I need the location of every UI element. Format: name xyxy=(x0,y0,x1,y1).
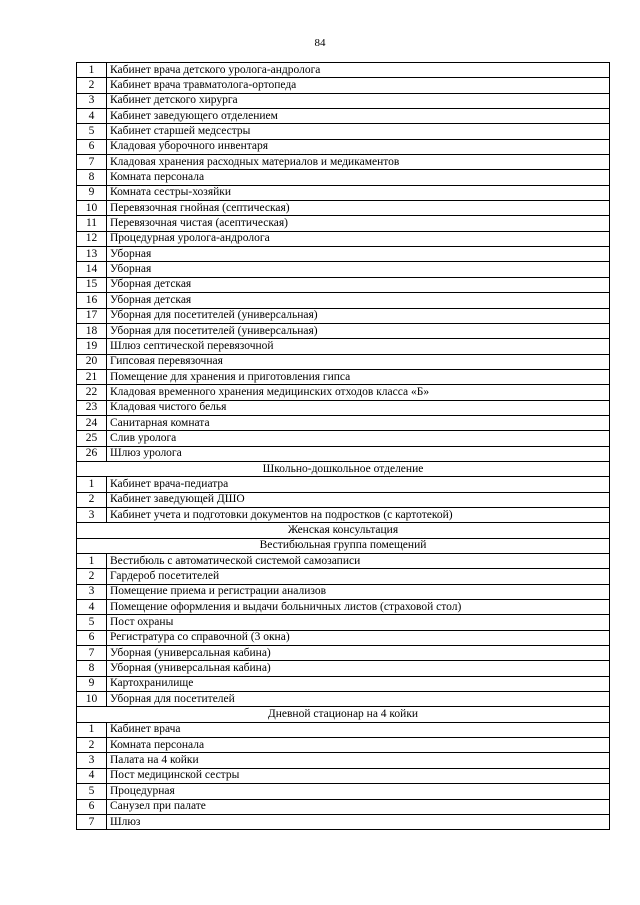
room-name: Шлюз xyxy=(107,814,610,829)
row-number: 20 xyxy=(77,354,107,369)
row-number: 24 xyxy=(77,415,107,430)
room-name: Кабинет учета и подготовки документов на подростков (с картотекой) xyxy=(107,507,610,522)
row-number: 21 xyxy=(77,369,107,384)
room-name: Комната персонала xyxy=(107,738,610,753)
room-name: Пост охраны xyxy=(107,615,610,630)
row-number: 6 xyxy=(77,139,107,154)
room-name: Регистратура со справочной (3 окна) xyxy=(107,630,610,645)
row-number: 5 xyxy=(77,784,107,799)
row-number: 1 xyxy=(77,477,107,492)
section-title: Вестибюльная группа помещений xyxy=(77,538,610,553)
section-row xyxy=(77,538,610,553)
room-name: Кабинет врача детского уролога-андролога xyxy=(107,63,610,78)
table-row xyxy=(77,768,610,783)
table-row xyxy=(77,477,610,492)
row-number: 4 xyxy=(77,600,107,615)
table-row xyxy=(77,78,610,93)
table-row xyxy=(77,646,610,661)
row-number: 17 xyxy=(77,308,107,323)
room-name: Кабинет врача травматолога-ортопеда xyxy=(107,78,610,93)
section-row xyxy=(77,461,610,476)
row-number: 15 xyxy=(77,277,107,292)
row-number: 5 xyxy=(77,124,107,139)
room-name: Процедурная уролога-андролога xyxy=(107,231,610,246)
room-name: Пост медицинской сестры xyxy=(107,768,610,783)
room-name: Комната персонала xyxy=(107,170,610,185)
table-row xyxy=(77,63,610,78)
table-row xyxy=(77,799,610,814)
row-number: 1 xyxy=(77,722,107,737)
room-name: Уборная детская xyxy=(107,293,610,308)
room-name: Слив уролога xyxy=(107,431,610,446)
table-row xyxy=(77,231,610,246)
room-name: Шлюз уролога xyxy=(107,446,610,461)
row-number: 10 xyxy=(77,692,107,707)
table-row xyxy=(77,400,610,415)
row-number: 5 xyxy=(77,615,107,630)
table-row xyxy=(77,446,610,461)
row-number: 22 xyxy=(77,385,107,400)
table-row xyxy=(77,185,610,200)
table-row xyxy=(77,339,610,354)
table-row xyxy=(77,93,610,108)
row-number: 6 xyxy=(77,799,107,814)
table-row xyxy=(77,354,610,369)
table-row xyxy=(77,722,610,737)
table-row xyxy=(77,277,610,292)
room-name: Кабинет детского хирурга xyxy=(107,93,610,108)
row-number: 26 xyxy=(77,446,107,461)
table-row xyxy=(77,109,610,124)
room-name: Перевязочная чистая (асептическая) xyxy=(107,216,610,231)
room-name: Кабинет врача-педиатра xyxy=(107,477,610,492)
row-number: 2 xyxy=(77,569,107,584)
room-name: Уборная (универсальная кабина) xyxy=(107,661,610,676)
room-name: Процедурная xyxy=(107,784,610,799)
row-number: 3 xyxy=(77,507,107,522)
row-number: 16 xyxy=(77,293,107,308)
table-row xyxy=(77,814,610,829)
table-row xyxy=(77,385,610,400)
row-number: 18 xyxy=(77,323,107,338)
rooms-table-body xyxy=(77,63,610,830)
table-row xyxy=(77,201,610,216)
row-number: 25 xyxy=(77,431,107,446)
room-name: Гардероб посетителей xyxy=(107,569,610,584)
room-name: Кабинет заведующей ДШО xyxy=(107,492,610,507)
room-name: Уборная xyxy=(107,247,610,262)
room-name: Вестибюль с автоматической системой самозаписи xyxy=(107,554,610,569)
table-row xyxy=(77,170,610,185)
table-row xyxy=(77,293,610,308)
row-number: 7 xyxy=(77,155,107,170)
row-number: 2 xyxy=(77,738,107,753)
table-row xyxy=(77,661,610,676)
row-number: 3 xyxy=(77,584,107,599)
row-number: 1 xyxy=(77,63,107,78)
table-row xyxy=(77,369,610,384)
room-name: Кабинет врача xyxy=(107,722,610,737)
room-name: Уборная детская xyxy=(107,277,610,292)
room-name: Кабинет заведующего отделением xyxy=(107,109,610,124)
room-name: Картохранилище xyxy=(107,676,610,691)
room-name: Санузел при палате xyxy=(107,799,610,814)
row-number: 4 xyxy=(77,768,107,783)
row-number: 4 xyxy=(77,109,107,124)
table-row xyxy=(77,692,610,707)
room-name: Уборная для посетителей (универсальная) xyxy=(107,308,610,323)
section-title: Школьно-дошкольное отделение xyxy=(77,461,610,476)
table-row xyxy=(77,124,610,139)
room-name: Помещение для хранения и приготовления гипса xyxy=(107,369,610,384)
table-row xyxy=(77,139,610,154)
table-row xyxy=(77,308,610,323)
room-name: Помещение приема и регистрации анализов xyxy=(107,584,610,599)
room-name: Перевязочная гнойная (септическая) xyxy=(107,201,610,216)
row-number: 9 xyxy=(77,185,107,200)
room-name: Кабинет старшей медсестры xyxy=(107,124,610,139)
section-title: Дневной стационар на 4 койки xyxy=(77,707,610,722)
row-number: 13 xyxy=(77,247,107,262)
row-number: 1 xyxy=(77,554,107,569)
table-row xyxy=(77,554,610,569)
row-number: 12 xyxy=(77,231,107,246)
row-number: 3 xyxy=(77,93,107,108)
row-number: 8 xyxy=(77,170,107,185)
row-number: 2 xyxy=(77,492,107,507)
row-number: 7 xyxy=(77,646,107,661)
row-number: 10 xyxy=(77,201,107,216)
row-number: 2 xyxy=(77,78,107,93)
room-name: Уборная (универсальная кабина) xyxy=(107,646,610,661)
row-number: 9 xyxy=(77,676,107,691)
room-name: Уборная для посетителей (универсальная) xyxy=(107,323,610,338)
table-row xyxy=(77,323,610,338)
room-name: Уборная для посетителей xyxy=(107,692,610,707)
room-name: Санитарная комната xyxy=(107,415,610,430)
room-name: Кладовая чистого белья xyxy=(107,400,610,415)
row-number: 7 xyxy=(77,814,107,829)
table-row xyxy=(77,615,610,630)
section-title: Женская консультация xyxy=(77,523,610,538)
page-number: 84 xyxy=(314,37,326,49)
room-name: Кладовая хранения расходных материалов и медикаментов xyxy=(107,155,610,170)
table-row xyxy=(77,507,610,522)
room-name: Комната сестры-хозяйки xyxy=(107,185,610,200)
table-row xyxy=(77,569,610,584)
table-row xyxy=(77,600,610,615)
row-number: 11 xyxy=(77,216,107,231)
table-row xyxy=(77,584,610,599)
room-name: Кладовая временного хранения медицинских отходов класса «Б» xyxy=(107,385,610,400)
table-row xyxy=(77,155,610,170)
table-row xyxy=(77,492,610,507)
row-number: 3 xyxy=(77,753,107,768)
room-name: Кладовая уборочного инвентаря xyxy=(107,139,610,154)
table-row xyxy=(77,630,610,645)
row-number: 14 xyxy=(77,262,107,277)
room-name: Шлюз септической перевязочной xyxy=(107,339,610,354)
table-row xyxy=(77,262,610,277)
section-row xyxy=(77,523,610,538)
table-row xyxy=(77,738,610,753)
table-row xyxy=(77,676,610,691)
room-name: Уборная xyxy=(107,262,610,277)
row-number: 19 xyxy=(77,339,107,354)
room-name: Палата на 4 койки xyxy=(107,753,610,768)
rooms-table xyxy=(76,62,610,830)
room-name: Помещение оформления и выдачи больничных листов (страховой стол) xyxy=(107,600,610,615)
table-row xyxy=(77,431,610,446)
section-row xyxy=(77,707,610,722)
row-number: 6 xyxy=(77,630,107,645)
row-number: 23 xyxy=(77,400,107,415)
table-row xyxy=(77,216,610,231)
table-row xyxy=(77,784,610,799)
table-row xyxy=(77,753,610,768)
table-row xyxy=(77,247,610,262)
room-name: Гипсовая перевязочная xyxy=(107,354,610,369)
row-number: 8 xyxy=(77,661,107,676)
table-row xyxy=(77,415,610,430)
